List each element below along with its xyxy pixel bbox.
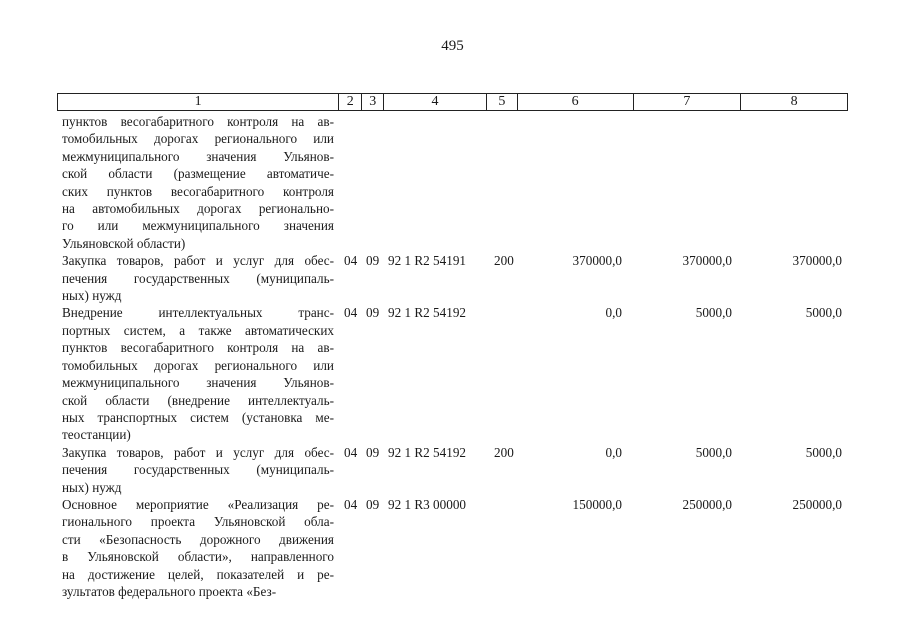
table-row bbox=[62, 252, 842, 304]
amount-year-3: 5000,0 bbox=[805, 444, 842, 460]
description-line: пунктов весогабаритного контроля на ав- bbox=[62, 114, 334, 129]
description-line: го или межмуниципального значения bbox=[62, 218, 334, 234]
description-line: печения государственных (муниципаль- bbox=[62, 462, 334, 478]
description-line: ских пунктов весогабаритного контроля bbox=[62, 183, 334, 199]
table-row bbox=[62, 113, 842, 252]
description-line: зультатов федерального проекта «Без- bbox=[62, 583, 277, 599]
description-line: Закупка товаров, работ и услуг для обес- bbox=[62, 444, 334, 460]
amount-year-2: 5000,0 bbox=[695, 444, 732, 460]
table-row bbox=[62, 304, 842, 443]
amount-year-3: 5000,0 bbox=[805, 305, 842, 321]
column-header: 5 bbox=[487, 94, 518, 110]
target-article-code: 92 1 R2 54192 bbox=[388, 305, 467, 321]
column-header: 3 bbox=[362, 94, 384, 110]
amount-year-1: 150000,0 bbox=[572, 496, 622, 512]
description-line: томобильных дорогах регионального или bbox=[62, 357, 334, 373]
row-description bbox=[62, 444, 334, 496]
column-header: 1 bbox=[58, 94, 339, 110]
description-line: ской области (размещение автоматиче- bbox=[62, 166, 334, 182]
description-line: ных) нужд bbox=[62, 479, 122, 495]
column-header: 6 bbox=[518, 94, 634, 110]
description-line: на достижение целей, показателей и ре- bbox=[62, 566, 334, 582]
description-line: сти «Безопасность дорожного движения bbox=[62, 531, 334, 547]
row-description bbox=[62, 304, 334, 443]
description-line: теостанции) bbox=[62, 427, 131, 443]
description-line: ных транспортных систем (установка ме- bbox=[62, 409, 334, 425]
description-line: томобильных дорогах регионального или bbox=[62, 131, 334, 147]
column-header: 2 bbox=[339, 94, 362, 110]
description-line: на автомобильных дорогах регионально- bbox=[62, 201, 334, 217]
target-article-code: 92 1 R3 00000 bbox=[388, 496, 467, 512]
description-line: межмуниципального значения Ульянов- bbox=[62, 148, 334, 164]
amount-year-1: 0,0 bbox=[605, 305, 622, 321]
target-article-code: 92 1 R2 54191 bbox=[388, 253, 467, 269]
section-code: 04 bbox=[344, 496, 358, 512]
amount-year-1: 0,0 bbox=[605, 444, 622, 460]
description-line: ской области (внедрение интеллектуаль- bbox=[62, 392, 334, 408]
subsection-code: 09 bbox=[366, 444, 380, 460]
target-article-code: 92 1 R2 54192 bbox=[388, 444, 467, 460]
table-body bbox=[62, 113, 842, 600]
amount-year-2: 5000,0 bbox=[695, 305, 732, 321]
subsection-code: 09 bbox=[366, 305, 380, 321]
description-line: гионального проекта Ульяновской обла- bbox=[62, 514, 334, 530]
amount-year-3: 370000,0 bbox=[792, 253, 842, 269]
row-description bbox=[62, 252, 334, 304]
column-header: 8 bbox=[790, 94, 798, 109]
expense-type-code: 200 bbox=[494, 253, 514, 269]
subsection-code: 09 bbox=[366, 496, 380, 512]
description-line: печения государственных (муниципаль- bbox=[62, 270, 334, 286]
table-header bbox=[57, 93, 848, 111]
column-header: 7 bbox=[634, 94, 742, 110]
table-row bbox=[62, 444, 842, 496]
column-header: 4 bbox=[384, 94, 487, 110]
description-line: портных систем, а также автоматических bbox=[62, 322, 334, 338]
row-description bbox=[62, 113, 334, 252]
description-line: в Ульяновской области», направленного bbox=[62, 549, 334, 565]
description-line: пунктов весогабаритного контроля на ав- bbox=[62, 340, 334, 356]
section-code: 04 bbox=[344, 253, 358, 269]
section-code: 04 bbox=[344, 444, 358, 460]
amount-year-3: 250000,0 bbox=[792, 496, 842, 512]
section-code: 04 bbox=[344, 305, 358, 321]
page-number: 495 bbox=[441, 38, 464, 54]
description-line: Основное мероприятие «Реализация ре- bbox=[62, 496, 334, 512]
amount-year-1: 370000,0 bbox=[572, 253, 622, 269]
description-line: Закупка товаров, работ и услуг для обес- bbox=[62, 253, 334, 269]
amount-year-2: 370000,0 bbox=[682, 253, 732, 269]
description-line: межмуниципального значения Ульянов- bbox=[62, 375, 334, 391]
row-description bbox=[62, 496, 334, 600]
description-line: Ульяновской области) bbox=[62, 235, 186, 251]
subsection-code: 09 bbox=[366, 253, 380, 269]
expense-type-code: 200 bbox=[494, 444, 514, 460]
description-line: ных) нужд bbox=[62, 288, 122, 304]
table-row bbox=[62, 496, 842, 600]
amount-year-2: 250000,0 bbox=[682, 496, 732, 512]
description-line: Внедрение интеллектуальных транс- bbox=[62, 305, 334, 321]
